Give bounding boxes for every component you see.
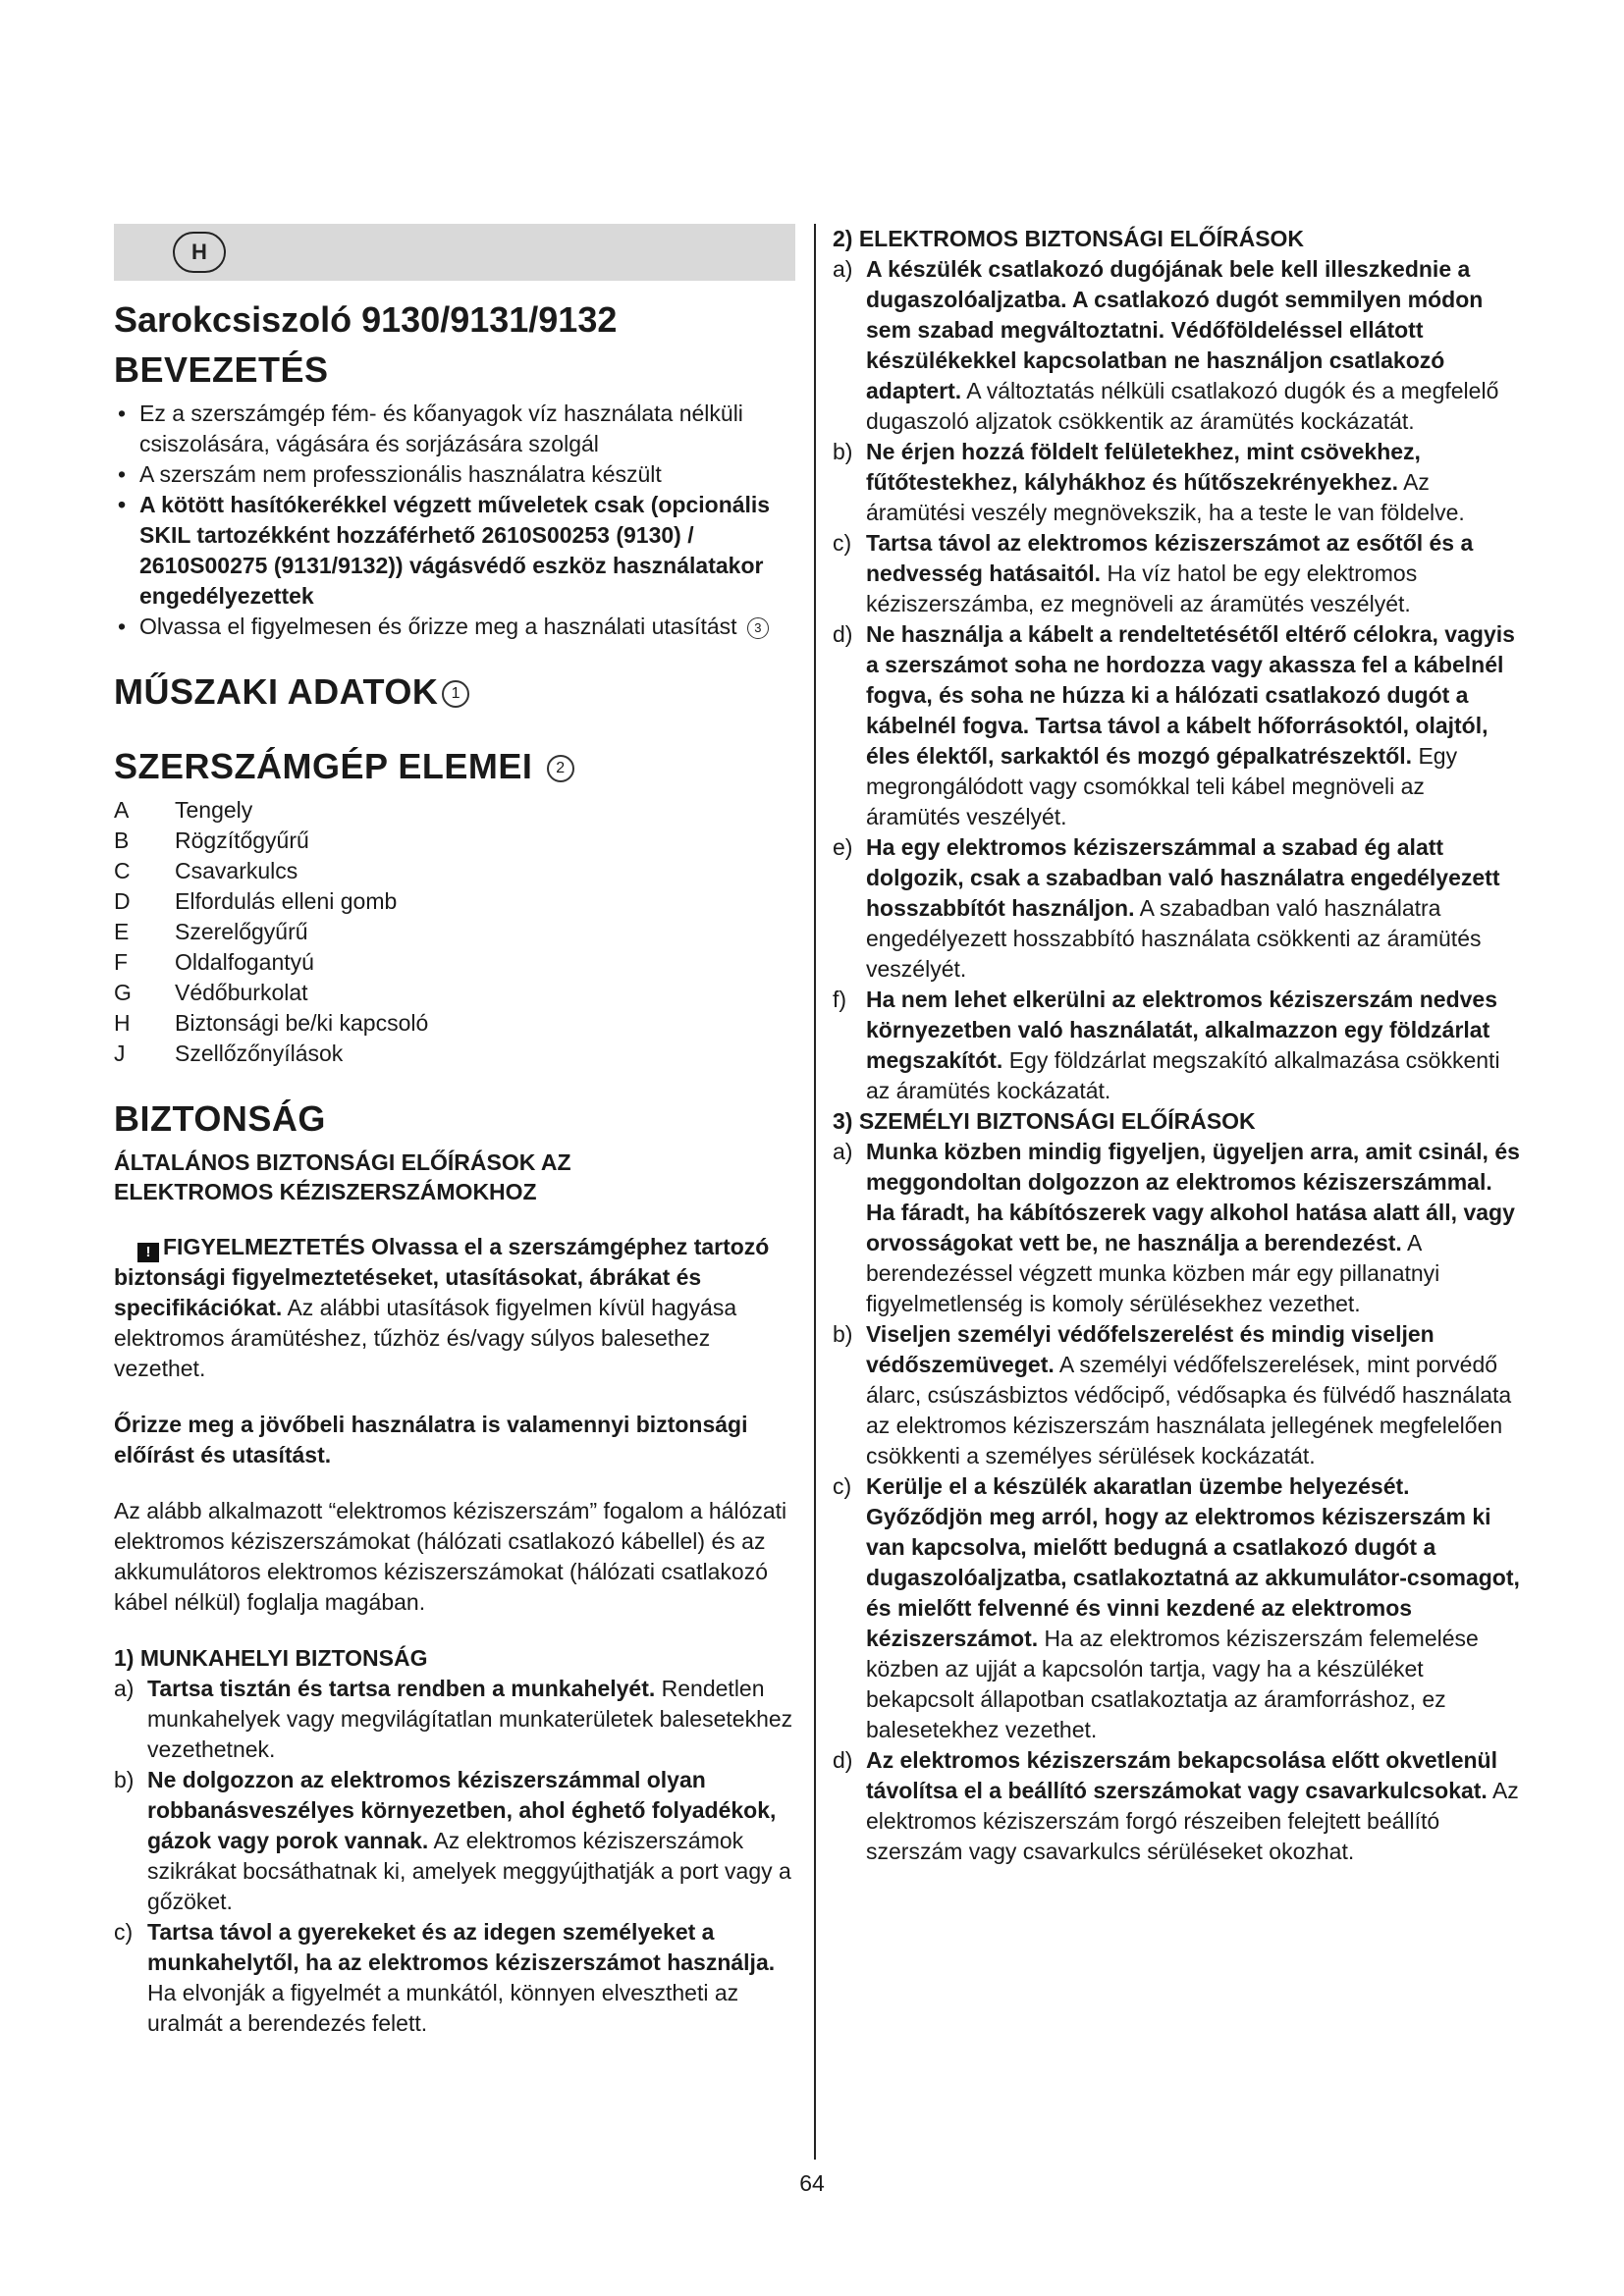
item-letter: c) <box>833 1473 852 1499</box>
intro-bullet: • Ez a szerszámgép fém- és kőanyagok víz használata nélküli csiszolására, vágására és sorjázására szolgál <box>114 399 795 459</box>
item-letter: d) <box>833 621 853 647</box>
parts-label: Védőburkolat <box>175 980 308 1005</box>
item-letter: b) <box>833 439 853 464</box>
safety-subheading-1: ÁLTALÁNOS BIZTONSÁGI ELŐÍRÁSOK AZ <box>114 1149 571 1175</box>
parts-key: J <box>114 1041 126 1066</box>
parts-key: F <box>114 949 129 975</box>
left-column <box>114 224 795 2039</box>
figure-ref-3: 3 <box>747 617 769 639</box>
parts-item <box>114 856 795 886</box>
item-text: Egy földzárlat megszakító alkalmazása csökkenti az áramütés kockázatát. <box>866 1047 1500 1103</box>
language-bar <box>114 224 795 281</box>
item-text: A berendezéssel végzett munka közben már egy pillanatnyi figyelmetlenség is komoly sérülésekhez vezethet. <box>866 1230 1440 1316</box>
parts-key: A <box>114 797 130 823</box>
parts-key: C <box>114 858 131 883</box>
safety-subheading-2: ELEKTROMOS KÉZISZERSZÁMOKHOZ <box>114 1179 537 1204</box>
item-text: Egy megrongálódott vagy csomókkal teli kábel megnöveli az áramütés veszélyét. <box>866 743 1458 829</box>
parts-item <box>114 826 795 856</box>
section3-item <box>833 1745 1520 1867</box>
item-text: A változtatás nélküli csatlakozó dugók és a megfelelő dugaszoló aljzatok csökkentik az áramütés kockázatát. <box>866 378 1499 434</box>
section1-title: 1) MUNKAHELYI BIZTONSÁG <box>114 1645 428 1671</box>
item-letter: f) <box>833 987 847 1012</box>
warning-label: FIGYELMEZTETÉS <box>163 1234 365 1259</box>
item-text: Rendetlen munkahelyek vagy megvilágítatlan munkaterületek balesetekhez vezethetnek. <box>147 1676 793 1762</box>
section3-item <box>833 1471 1520 1745</box>
parts-key: E <box>114 919 130 944</box>
intro-bullet-text: Olvassa el figyelmesen és őrizze meg a használati utasítást <box>139 614 737 639</box>
item-text: A személyi védőfelszerelések, mint porvédő álarc, csúszásbiztos védőcipő, védősapka és fülvédő használata az elektromos kéziszerszám használata jellegének megfelelően csökkenti a személyes sérülések kockázatát. <box>866 1352 1512 1468</box>
item-letter: b) <box>114 1767 135 1792</box>
section2-item <box>833 985 1520 1106</box>
language-badge: H <box>173 232 226 273</box>
column-divider <box>814 224 816 2160</box>
item-bold: Ha egy elektromos kéziszerszámmal a szabad ég alatt dolgozik, csak a szabadban való használatra engedélyezett hosszabbítót használjon. <box>866 834 1500 921</box>
item-bold: Tartsa távol az elektromos kéziszerszámot az esőtől és a nedvesség hatásaitól. <box>866 530 1474 586</box>
section1-item <box>114 1765 795 1917</box>
item-bold: Tartsa tisztán és tartsa rendben a munkahelyét. <box>147 1676 656 1701</box>
item-bold: Ne érjen hozzá földelt felületekhez, mint csövekhez, fűtőtestekhez, kályhákhoz és hűtőszekrényekhez. <box>866 439 1421 495</box>
item-bold: Munka közben mindig figyeljen, ügyeljen arra, amit csinál, és meggondoltan dolgozzon az elektromos kéziszerszámmal. Ha fáradt, ha kábítószerek vagy alkohol hatása alatt áll, vagy orvosságokat vett be, ne használja a berendezést. <box>866 1139 1520 1255</box>
warning-icon: ! <box>137 1243 159 1262</box>
parts-label: Elfordulás elleni gomb <box>175 888 398 914</box>
parts-label: Biztonsági be/ki kapcsoló <box>175 1010 429 1036</box>
item-text: Ha az elektromos kéziszerszám felemelése közben az ujját a kapcsolón tartja, vagy ha a készüléket bekapcsolt állapotban csatlakoztatja az áramforráshoz, ez balesetekhez vezethet. <box>866 1626 1479 1742</box>
section2-item <box>833 832 1520 985</box>
parts-item <box>114 978 795 1008</box>
section1-item <box>114 1674 795 1765</box>
item-letter: d) <box>833 1747 853 1773</box>
parts-label: Tengely <box>175 797 253 823</box>
parts-key: H <box>114 1010 131 1036</box>
parts-item <box>114 947 795 978</box>
warning-paragraph <box>114 1232 795 1384</box>
parts-item <box>114 795 795 826</box>
item-bold: Ha nem lehet elkerülni az elektromos kéziszerszám nedves környezetben való használatát, alkalmazzon egy földzárlat megszakítót. <box>866 987 1498 1073</box>
intro-heading: BEVEZETÉS <box>114 349 329 390</box>
item-bold: Kerülje el a készülék akaratlan üzembe helyezését. Győződjön meg arról, hogy az elektromos kéziszerszám ki van kapcsolva, mielőtt bedugná a csatlakozó dugót a dugaszolóaljzatba, csatlakoztatná az akkumulátor-csomagot, és mielőtt felvenné és vinni kezdené az elektromos kéziszerszámot. <box>866 1473 1520 1651</box>
item-letter: a) <box>833 256 853 282</box>
section2-item <box>833 528 1520 619</box>
parts-key: G <box>114 980 132 1005</box>
parts-label: Rögzítőgyűrű <box>175 828 309 853</box>
section3-item <box>833 1319 1520 1471</box>
parts-item <box>114 1039 795 1069</box>
item-bold: A készülék csatlakozó dugójának bele kell illeszkednie a dugaszolóaljzatba. A csatlakozó dugót semmilyen módon sem szabad megváltoztatni. Védőföldeléssel ellátott készülékekkel kapcsolatban ne használjon csatlakozó adaptert. <box>866 256 1484 403</box>
item-letter: c) <box>833 530 852 556</box>
definition-paragraph: Az alább alkalmazott “elektromos kéziszerszám” fogalom a hálózati elektromos kéziszerszámokat (hálózati csatlakozó kábellel) és az akkumulátoros elektromos kéziszerszámokat (hálózati csatlakozó kábel nélkül) foglalja magában. <box>114 1498 787 1615</box>
item-letter: c) <box>114 1919 134 1945</box>
figure-ref-1: 1 <box>442 680 469 708</box>
section2-item <box>833 437 1520 528</box>
item-letter: b) <box>833 1321 853 1347</box>
tech-heading <box>114 667 795 717</box>
item-letter: e) <box>833 834 853 860</box>
intro-bullet: • A kötött hasítókerékkel végzett műveletek csak (opcionális SKIL tartozékként hozzáférhető 2610S00253 (9130) / 2610S00275 (9131/9132)) vágásvédő eszköz használatakor engedélyezettek <box>114 490 795 612</box>
parts-key: B <box>114 828 130 853</box>
item-bold: Tartsa távol a gyerekeket és az idegen személyeket a munkahelytől, ha az elektromos kéziszerszámot használja. <box>147 1919 776 1975</box>
warning-text: Az alábbi utasítások figyelmen kívül hagyása elektromos áramütéshez, tűzhöz és/vagy súlyos balesethez vezethet. <box>114 1295 737 1381</box>
keep-instructions: Őrizze meg a jövőbeli használatra is valamennyi biztonsági előírást és utasítást. <box>114 1412 748 1468</box>
parts-label: Szellőzőnyílások <box>175 1041 344 1066</box>
right-column <box>833 224 1520 1867</box>
item-bold: Viseljen személyi védőfelszerelést és mindig viseljen védőszemüveget. <box>866 1321 1435 1377</box>
item-letter: a) <box>833 1139 853 1164</box>
item-text: Az elektromos kéziszerszám forgó részeiben felejtett beállító szerszám vagy csavarkulcs sérüléseket okozhat. <box>866 1778 1519 1864</box>
item-bold: Ne dolgozzon az elektromos kéziszerszámmal olyan robbanásveszélyes környezetben, ahol éghető folyadékok, gázok vagy porok vannak. <box>147 1767 777 1853</box>
safety-heading: BIZTONSÁG <box>114 1098 326 1139</box>
intro-list <box>114 399 795 642</box>
section3-item <box>833 1137 1520 1319</box>
parts-item <box>114 1008 795 1039</box>
item-letter: a) <box>114 1676 135 1701</box>
section2-title: 2) ELEKTROMOS BIZTONSÁGI ELŐÍRÁSOK <box>833 226 1305 251</box>
parts-label: Szerelőgyűrű <box>175 919 308 944</box>
section3-title: 3) SZEMÉLYI BIZTONSÁGI ELŐÍRÁSOK <box>833 1108 1256 1134</box>
intro-bullet: • A szerszám nem professzionális használatra készült <box>114 459 795 490</box>
parts-heading-text: SZERSZÁMGÉP ELEMEI <box>114 746 533 786</box>
parts-list <box>114 795 795 1069</box>
figure-ref-2: 2 <box>547 755 574 782</box>
document-title: Sarokcsiszoló 9130/9131/9132 <box>114 299 618 340</box>
item-text: Az elektromos kéziszerszámok szikrákat bocsáthatnak ki, amelyek meggyújthatják a port vagy a gőzöket. <box>147 1828 791 1914</box>
section2-item <box>833 619 1520 832</box>
intro-bullet <box>114 612 795 642</box>
parts-item <box>114 886 795 917</box>
parts-item <box>114 917 795 947</box>
item-text: Ha elvonják a figyelmét a munkától, könnyen elvesztheti az uralmát a berendezés felett. <box>147 1980 739 2036</box>
tech-heading-text: MŰSZAKI ADATOK <box>114 671 439 712</box>
item-text: Az áramütési veszély megnövekszik, ha a teste le van földelve. <box>866 469 1465 525</box>
item-text: A szabadban való használatra engedélyezett hosszabbító használata csökkenti az áramütés veszélyét. <box>866 895 1482 982</box>
parts-heading <box>114 742 795 791</box>
parts-label: Oldalfogantyú <box>175 949 314 975</box>
item-text: Ha víz hatol be egy elektromos kéziszerszámba, ez megnöveli az áramütés veszélyét. <box>866 561 1418 616</box>
section2-item <box>833 254 1520 437</box>
section1-item <box>114 1917 795 2039</box>
parts-label: Csavarkulcs <box>175 858 298 883</box>
parts-key: D <box>114 888 131 914</box>
warning-bold-text: Olvassa el a szerszámgéphez tartozó biztonsági figyelmeztetéseket, utasításokat, ábrákat és specifikációkat. <box>114 1234 770 1320</box>
item-bold: Az elektromos kéziszerszám bekapcsolása előtt okvetlenül távolítsa el a beállító szerszámokat vagy csavarkulcsokat. <box>866 1747 1497 1803</box>
item-bold: Ne használja a kábelt a rendeltetésétől eltérő célokra, vagyis a szerszámot soha ne hordozza vagy akassza fel a kábelnél fogva, és soha ne húzza ki a hálózati csatlakozó dugót a kábelnél fogva. Tartsa távol a kábelt hőforrásoktól, olajtól, éles élektől, sarkaktól és mozgó gépalkatrészektől. <box>866 621 1515 769</box>
page-number: 64 <box>799 2170 825 2196</box>
